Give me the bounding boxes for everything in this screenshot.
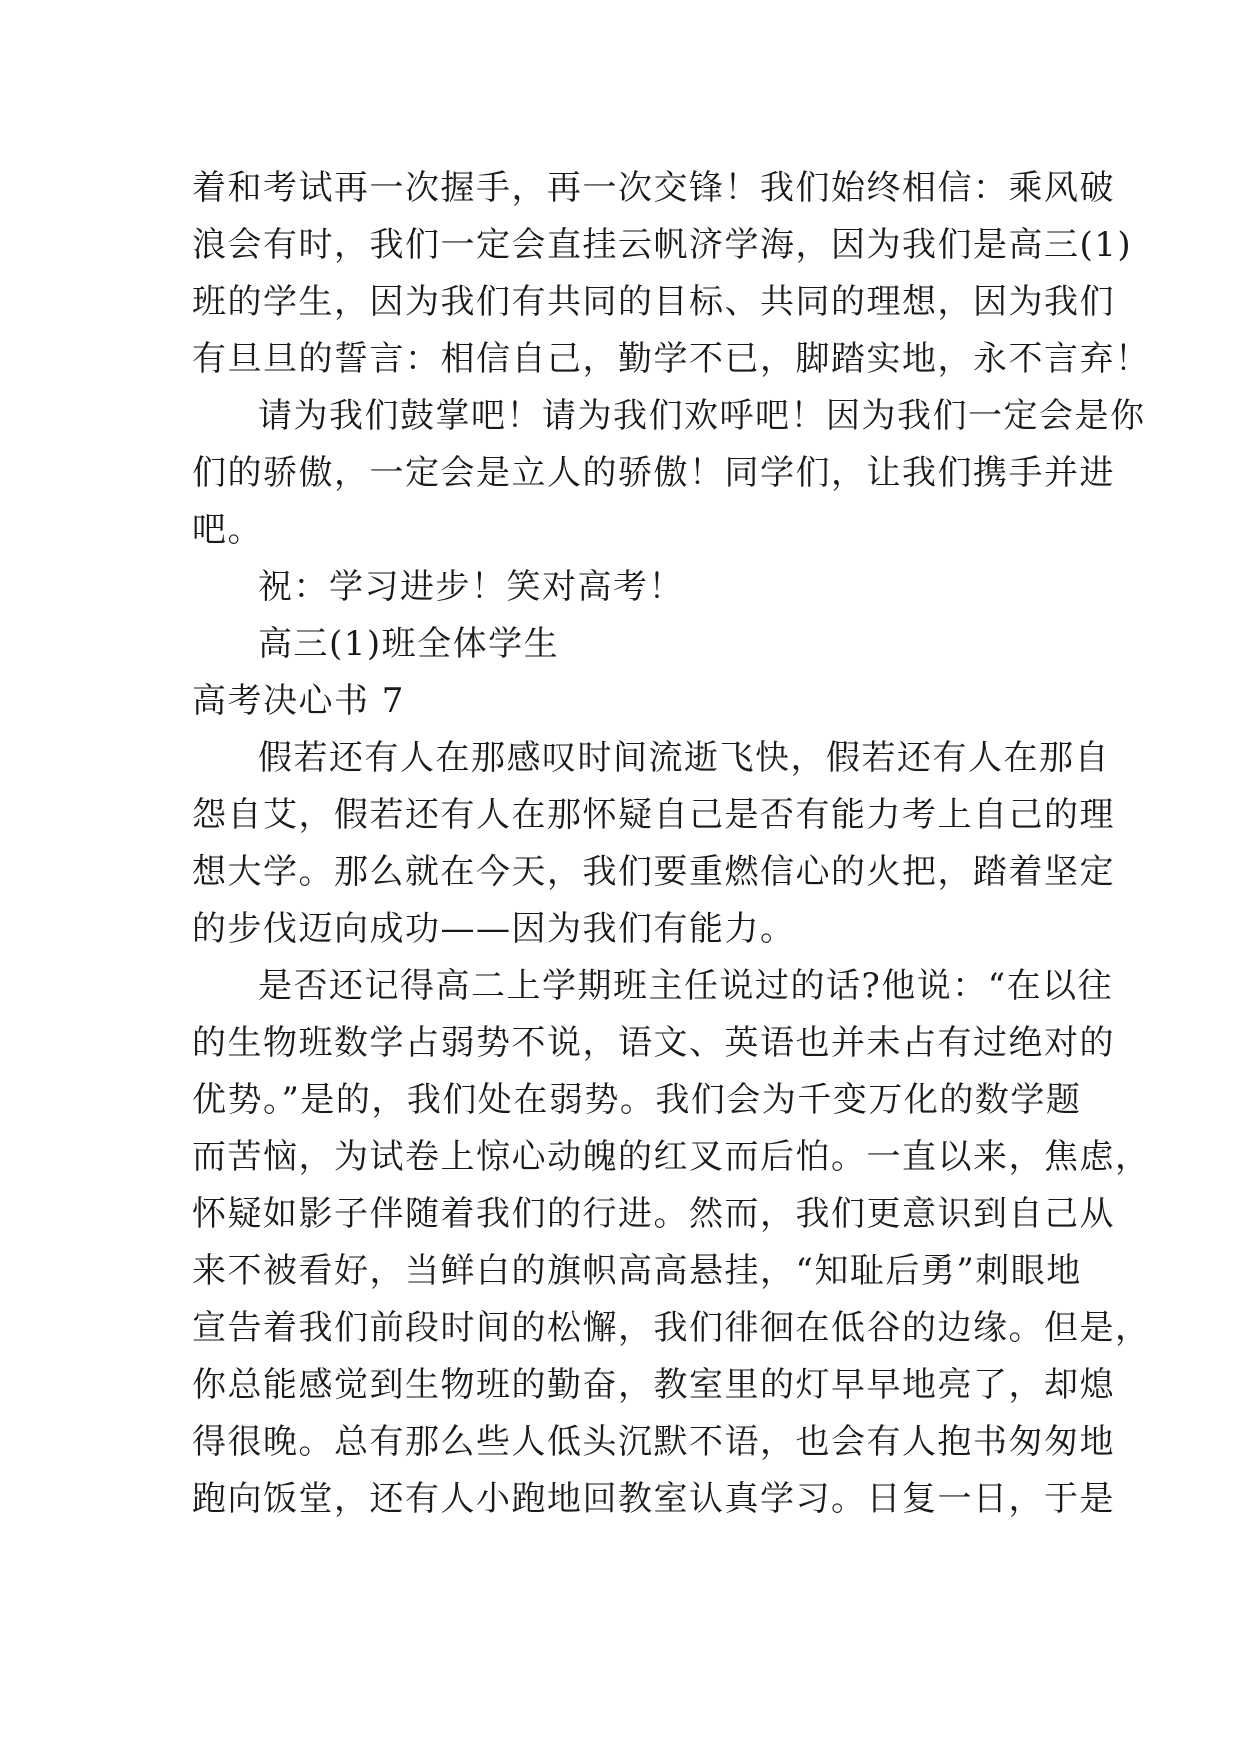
text-line: 宣告着我们前段时间的松懈，我们徘徊在低谷的边缘。但是， (192, 1308, 1151, 1348)
text-line: 有旦旦的誓言：相信自己，勤学不已，脚踏实地，永不言弃！ (192, 339, 1151, 379)
text-line: 的生物班数学占弱势不说，语文、英语也并未占有过绝对的 (192, 1023, 1115, 1063)
text-line: 班的学生，因为我们有共同的目标、共同的理想，因为我们 (192, 282, 1115, 322)
text-line: 着和考试再一次握手，再一次交锋！我们始终相信：乘风破 (192, 168, 1115, 208)
document-body (192, 160, 1151, 1528)
text-line: 优势。”是的，我们处在弱势。我们会为千变万化的数学题 (192, 1080, 1082, 1120)
text-line: 请为我们鼓掌吧！请为我们欢呼吧！因为我们一定会是你 (258, 396, 1146, 436)
text-line: 们的骄傲，一定会是立人的骄傲！同学们，让我们携手并进 (192, 453, 1115, 493)
text-line: 而苦恼，为试卷上惊心动魄的红叉而后怕。一直以来，焦虑， (192, 1137, 1151, 1177)
text-line: 怀疑如影子伴随着我们的行进。然而，我们更意识到自己从 (192, 1194, 1115, 1234)
text-line: 你总能感觉到生物班的勤奋，教室里的灯早早地亮了，却熄 (192, 1365, 1115, 1405)
text-line: 是否还记得高二上学期班主任说过的话?他说：“在以往 (258, 966, 1114, 1006)
text-line: 吧。 (192, 510, 263, 550)
text-line: 想大学。那么就在今天，我们要重燃信心的火把，踏着坚定 (192, 852, 1115, 892)
section-heading: 高考决心书 7 (192, 681, 405, 721)
text-line: 怨自艾，假若还有人在那怀疑自己是否有能力考上自己的理 (192, 795, 1115, 835)
signature: 高三(1)班全体学生 (258, 624, 560, 664)
closing-wish: 祝：学习进步！笑对高考！ (258, 567, 684, 607)
text-line: 得很晚。总有那么些人低头沉默不语，也会有人抱书匆匆地 (192, 1422, 1115, 1462)
text-line: 浪会有时，我们一定会直挂云帆济学海，因为我们是高三(1) (192, 225, 1133, 265)
text-line: 来不被看好，当鲜白的旗帜高高悬挂，“知耻后勇”刺眼地 (192, 1251, 1082, 1291)
text-line: 的步伐迈向成功——因为我们有能力。 (192, 909, 796, 949)
text-line: 跑向饭堂，还有人小跑地回教室认真学习。日复一日，于是 (192, 1479, 1115, 1519)
text-line: 假若还有人在那感叹时间流逝飞快，假若还有人在那自 (258, 738, 1110, 778)
